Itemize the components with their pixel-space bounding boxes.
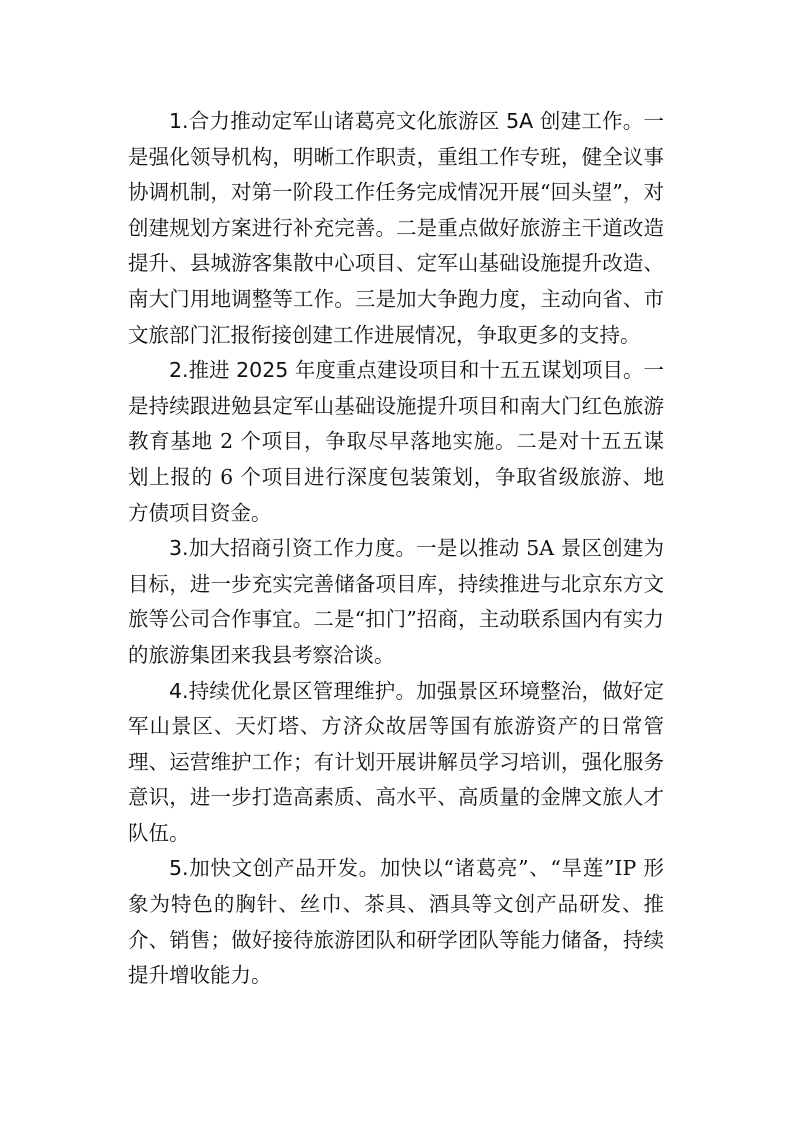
paragraph-3-heading: 3.加大招商引资工作力度。 bbox=[169, 536, 417, 561]
paragraph-4-body: 加强景区环境整治，做好定军山景区、天灯塔、方济众故居等国有旅游资产的日常管理、运营维护工作；有计划开展讲解员学习培训，强化服务意识，进一步打造高素质、高水平、高质量的金牌文旅人才队伍。 bbox=[128, 678, 665, 845]
paragraph-2-heading: 2.推进 2025 年度重点建设项目和十五五谋划项目。 bbox=[169, 358, 644, 383]
paragraph-1 bbox=[128, 104, 664, 353]
paragraph-3 bbox=[128, 531, 664, 673]
paragraph-1-body: 一是强化领导机构，明晰工作职责，重组工作专班，健全议事协调机制，对第一阶段工作任务完成情况开展“回头望”，对创建规划方案进行补充完善。二是重点做好旅游主干道改造提升、县城游客集散中心项目、定军山基础设施提升改造、南大门用地调整等工作。三是加大争跑力度，主动向省、市文旅部门汇报衔接创建工作进展情况，争取更多的支持。 bbox=[128, 109, 664, 347]
paragraph-4-heading: 4.持续优化景区管理维护。 bbox=[169, 678, 417, 703]
paragraph-2 bbox=[128, 353, 664, 531]
paragraph-3-body: 一是以推动 5A 景区创建为目标，进一步充实完善储备项目库，持续推进与北京东方文旅等公司合作事宜。二是“扣门”招商，主动联系国内有实力的旅游集团来我县考察洽谈。 bbox=[128, 536, 664, 667]
document-body bbox=[128, 104, 664, 994]
paragraph-4 bbox=[128, 674, 664, 852]
paragraph-5 bbox=[128, 851, 664, 993]
paragraph-5-body: 加快以“诸葛亮”、“旱莲”IP 形象为特色的胸针、丝巾、茶具、酒具等文创产品研发、推介、销售；做好接待旅游团队和研学团队等能力储备，持续提升增收能力。 bbox=[128, 856, 665, 988]
paragraph-2-body: 一是持续跟进勉县定军山基础设施提升项目和南大门红色旅游教育基地 2 个项目，争取尽早落地实施。二是对十五五谋划上报的 6 个项目进行深度包装策划，争取省级旅游、地方债项目资金。 bbox=[128, 358, 664, 525]
paragraph-5-heading: 5.加快文创产品开发。 bbox=[169, 856, 380, 881]
paragraph-1-heading: 1.合力推动定军山诸葛亮文化旅游区 5A 创建工作。 bbox=[169, 109, 644, 133]
